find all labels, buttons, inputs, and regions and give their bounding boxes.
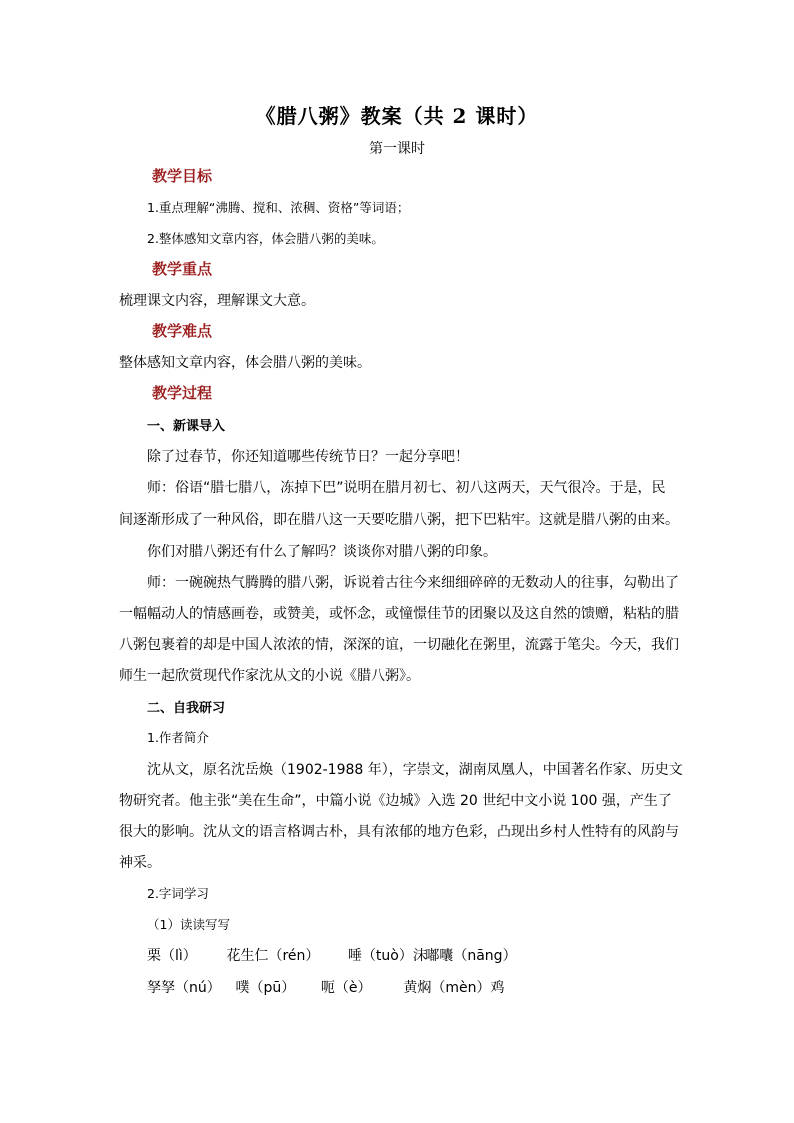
- section-1-title: 一、新课导入: [147, 419, 226, 434]
- section-1-paragraph-4-line-1: 师：一碗碗热气腾腾的腊八粥，诉说着古往今来细细碎碎的无数动人的往事，勾勒出了: [147, 575, 679, 591]
- pinyin-word: 呃（è）: [320, 980, 372, 996]
- heading-key-points: 教学重点: [152, 260, 213, 278]
- author-intro-line-3: 很大的影响。沈从文的语言格调古朴，具有浓郁的地方色彩，凸现出乡村人性特有的风韵与: [119, 824, 679, 840]
- document-title: 《腊八粥》教案（共 2 课时）: [255, 104, 539, 128]
- section-1-paragraph-3: 你们对腊八粥还有什么了解吗？谈谈你对腊八粥的印象。: [147, 544, 497, 560]
- pinyin-row-1: [147, 945, 517, 965]
- section-1-paragraph-4-line-2: 一幅幅动人的情感画卷，或赞美，或怀念，或憧憬佳节的团聚以及这自然的馈赠，粘粘的腊: [119, 606, 679, 622]
- author-intro-line-4: 神采。: [119, 855, 161, 871]
- pinyin-row-2: [147, 977, 504, 997]
- heading-teaching-goals: 教学目标: [152, 167, 213, 185]
- section-1-paragraph-1: 除了过春节，你还知道哪些传统节日？一起分享吧！: [147, 449, 469, 465]
- goal-1: 1.重点理解“沸腾、搅和、浓稠、资格”等词语；: [147, 200, 410, 215]
- pinyin-word: 噗（pū）: [235, 980, 296, 996]
- read-write-heading: （1）读读写写: [147, 917, 230, 932]
- section-1-paragraph-2-line-2: 间逐渐形成了一种风俗，即在腊八这一天要吃腊八粥，把下巴粘牢。这就是腊八粥的由来。: [119, 512, 679, 528]
- author-intro-line-1: 沈从文，原名沈岳焕（1902-1988 年），字崇文，湖南凤凰人，中国著名作家、历史文: [147, 762, 683, 778]
- author-intro-heading: 1.作者简介: [147, 730, 209, 745]
- author-intro-line-2: 物研究者。他主张“美在生命”，中篇小说《边城》入选 20 世纪中文小说 100 强，产生了: [119, 793, 672, 809]
- section-1-paragraph-4-line-4: 师生一起欣赏现代作家沈从文的小说《腊八粥》。: [119, 668, 420, 684]
- pinyin-word: 花生仁（rén）: [226, 948, 320, 964]
- vocabulary-heading: 2.字词学习: [147, 886, 209, 901]
- key-points-text: 梳理课文内容，理解课文大意。: [119, 293, 315, 309]
- pinyin-word: 栗（lì）: [147, 948, 197, 964]
- pinyin-word: 孥孥（nú）: [147, 980, 221, 996]
- difficulties-text: 整体感知文章内容，体会腊八粥的美味。: [119, 355, 371, 371]
- goal-2: 2.整体感知文章内容，体会腊八粥的美味。: [147, 231, 384, 246]
- section-2-title: 二、自我研习: [147, 701, 226, 716]
- heading-teaching-process: 教学过程: [152, 384, 213, 402]
- section-1-paragraph-4-line-3: 八粥包裹着的却是中国人浓浓的情，深深的谊，一切融化在粥里，流露于笔尖。今天，我们: [119, 637, 679, 653]
- heading-difficulties: 教学难点: [152, 322, 213, 340]
- lesson-subtitle: 第一课时: [369, 141, 425, 157]
- pinyin-word: 唾（tuò）沫: [347, 948, 427, 964]
- pinyin-word: 黄焖（mèn）鸡: [403, 980, 505, 996]
- pinyin-word: 嘟囔（nāng）: [425, 948, 517, 964]
- section-1-paragraph-2-line-1: 师：俗语“腊七腊八，冻掉下巴”说明在腊月初七、初八这两天，天气很冷。于是，民: [147, 480, 666, 496]
